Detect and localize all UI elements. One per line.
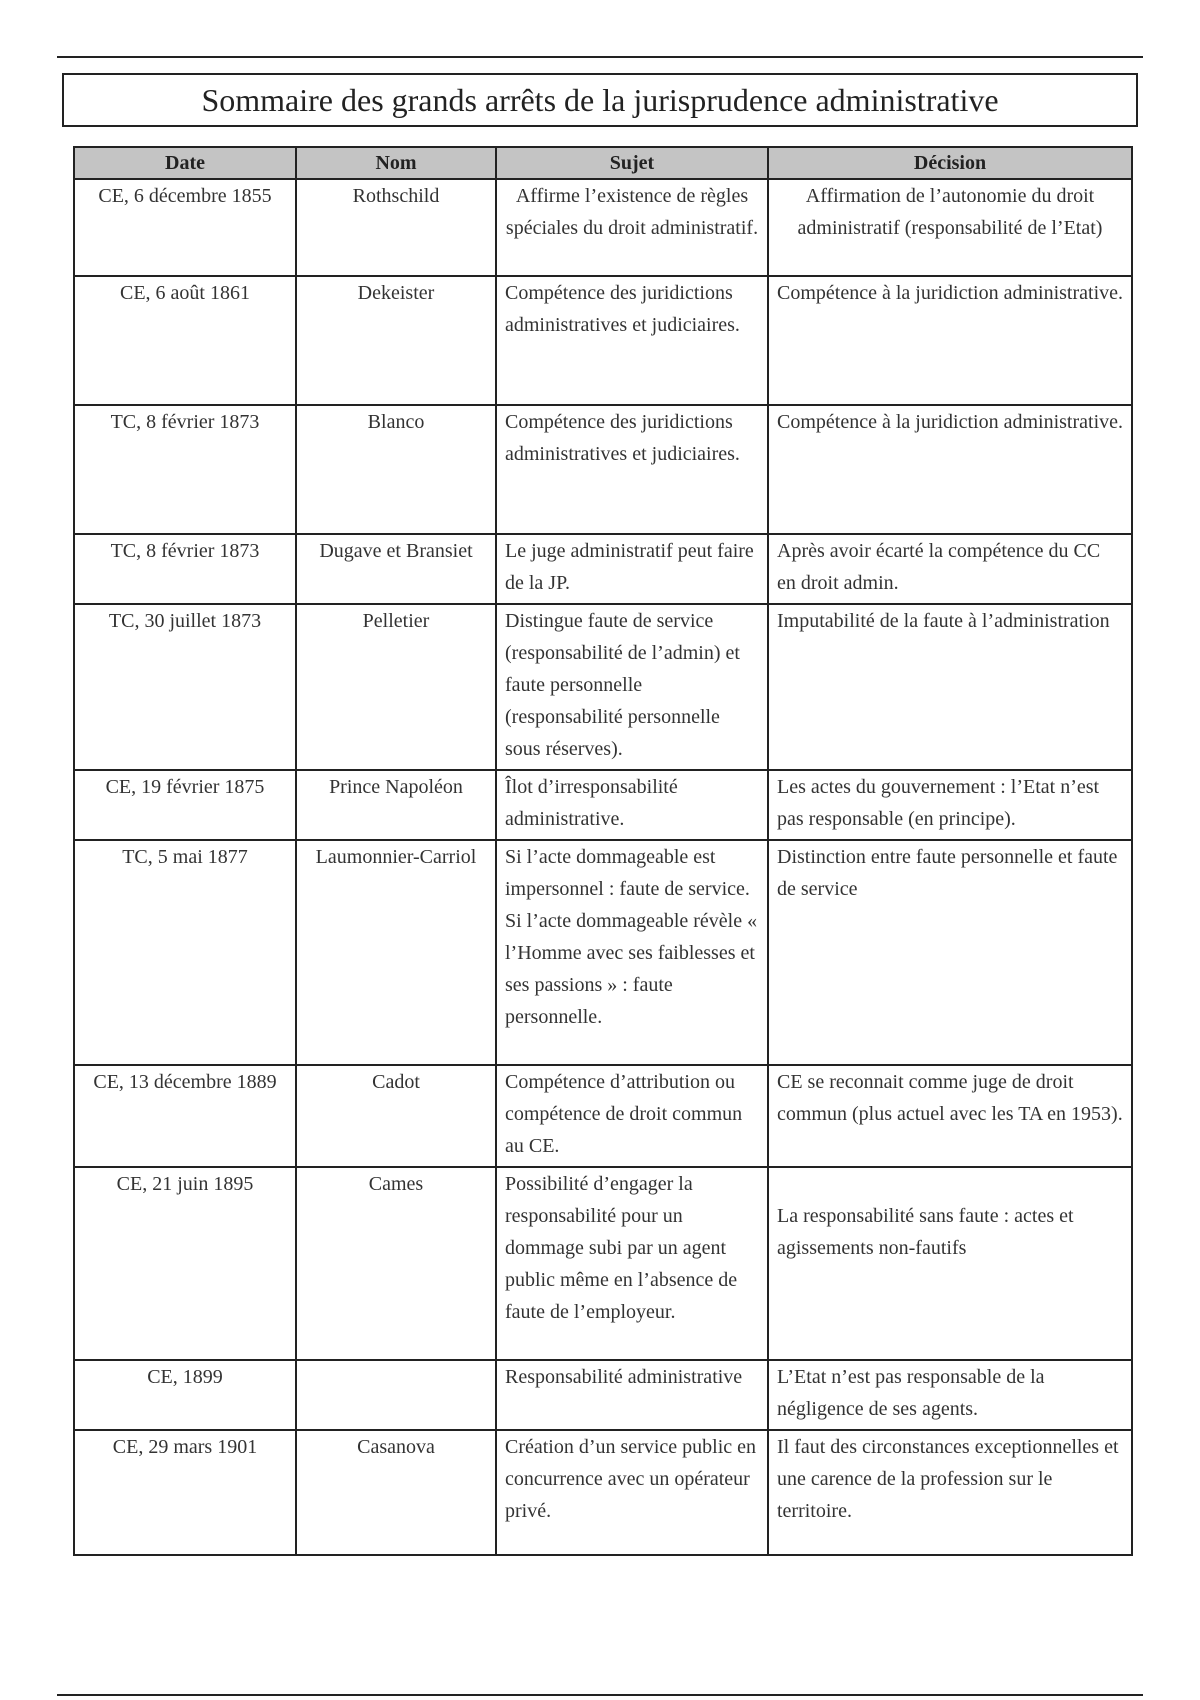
header-nom: Nom	[296, 147, 496, 179]
cell-nom: Laumonnier-Carriol	[296, 840, 496, 1065]
cell-sujet: Création d’un service public en concurrence avec un opérateur privé.	[496, 1430, 768, 1555]
cell-decision: Compétence à la juridiction administrative.	[768, 276, 1132, 405]
cell-sujet: Distingue faute de service (responsabilité de l’admin) et faute personnelle (responsabilité personnelle sous réserves).	[496, 604, 768, 770]
table-row	[74, 604, 1132, 770]
cell-nom: Cadot	[296, 1065, 496, 1167]
cell-date: CE, 21 juin 1895	[74, 1167, 296, 1360]
cell-date: CE, 6 août 1861	[74, 276, 296, 405]
cell-sujet-line: Si l’acte dommageable est impersonnel : faute de service.	[505, 846, 750, 900]
cell-date: CE, 1899	[74, 1360, 296, 1430]
cell-nom: Casanova	[296, 1430, 496, 1555]
table-row	[74, 276, 1132, 405]
cell-date: CE, 29 mars 1901	[74, 1430, 296, 1555]
header-sujet: Sujet	[496, 147, 768, 179]
cell-date: TC, 5 mai 1877	[74, 840, 296, 1065]
cell-sujet	[496, 840, 768, 1065]
cell-decision: CE se reconnait comme juge de droit commun (plus actuel avec les TA en 1953).	[768, 1065, 1132, 1167]
cell-nom: Dugave et Bransiet	[296, 534, 496, 604]
table-row	[74, 1065, 1132, 1167]
cell-sujet: Affirme l’existence de règles spéciales du droit administratif.	[496, 179, 768, 276]
page-title	[62, 73, 1138, 127]
cell-decision: L’Etat n’est pas responsable de la négligence de ses agents.	[768, 1360, 1132, 1430]
table-row	[74, 534, 1132, 604]
cell-sujet: Possibilité d’engager la responsabilité pour un dommage subi par un agent public même en l’absence de faute de l’employeur.	[496, 1167, 768, 1360]
cell-sujet: Le juge administratif peut faire de la JP.	[496, 534, 768, 604]
cell-decision: Les actes du gouvernement : l’Etat n’est pas responsable (en principe).	[768, 770, 1132, 840]
cell-decision: Après avoir écarté la compétence du CC en droit admin.	[768, 534, 1132, 604]
cell-decision: Il faut des circonstances exceptionnelles et une carence de la profession sur le territoire.	[768, 1430, 1132, 1555]
cell-sujet: Compétence des juridictions administratives et judiciaires.	[496, 405, 768, 534]
table-row	[74, 1430, 1132, 1555]
top-rule	[57, 56, 1143, 58]
cell-date: CE, 6 décembre 1855	[74, 179, 296, 276]
cell-date: CE, 13 décembre 1889	[74, 1065, 296, 1167]
table-row	[74, 179, 1132, 276]
cell-sujet: Compétence d’attribution ou compétence de droit commun au CE.	[496, 1065, 768, 1167]
cell-nom	[296, 1360, 496, 1430]
cell-nom: Blanco	[296, 405, 496, 534]
cell-date: TC, 8 février 1873	[74, 534, 296, 604]
header-decision: Décision	[768, 147, 1132, 179]
cell-decision: Compétence à la juridiction administrative.	[768, 405, 1132, 534]
cell-nom: Prince Napoléon	[296, 770, 496, 840]
cell-date: TC, 30 juillet 1873	[74, 604, 296, 770]
table-row	[74, 1167, 1132, 1360]
cell-decision: Affirmation de l’autonomie du droit administratif (responsabilité de l’Etat)	[768, 179, 1132, 276]
cell-sujet: Compétence des juridictions administratives et judiciaires.	[496, 276, 768, 405]
bottom-rule	[57, 1694, 1143, 1696]
table-row	[74, 405, 1132, 534]
table-row	[74, 770, 1132, 840]
cell-date: CE, 19 février 1875	[74, 770, 296, 840]
page-title-text: Sommaire des grands arrêts de la jurisprudence administrative	[201, 81, 999, 118]
table-row	[74, 1360, 1132, 1430]
cell-nom: Pelletier	[296, 604, 496, 770]
cell-sujet: Îlot d’irresponsabilité administrative.	[496, 770, 768, 840]
cell-date: TC, 8 février 1873	[74, 405, 296, 534]
cell-nom: Rothschild	[296, 179, 496, 276]
arrets-table	[73, 146, 1133, 1556]
cell-sujet-line: Si l’acte dommageable révèle « l’Homme avec ses faiblesses et ses passions » : faute personnelle.	[505, 910, 758, 1028]
table-header-row	[74, 147, 1132, 179]
cell-nom: Cames	[296, 1167, 496, 1360]
cell-decision: Distinction entre faute personnelle et faute de service	[768, 840, 1132, 1065]
table-row	[74, 840, 1132, 1065]
cell-nom: Dekeister	[296, 276, 496, 405]
cell-sujet: Responsabilité administrative	[496, 1360, 768, 1430]
cell-decision: Imputabilité de la faute à l’administration	[768, 604, 1132, 770]
header-date: Date	[74, 147, 296, 179]
cell-decision: La responsabilité sans faute : actes et agissements non-fautifs	[768, 1167, 1132, 1360]
